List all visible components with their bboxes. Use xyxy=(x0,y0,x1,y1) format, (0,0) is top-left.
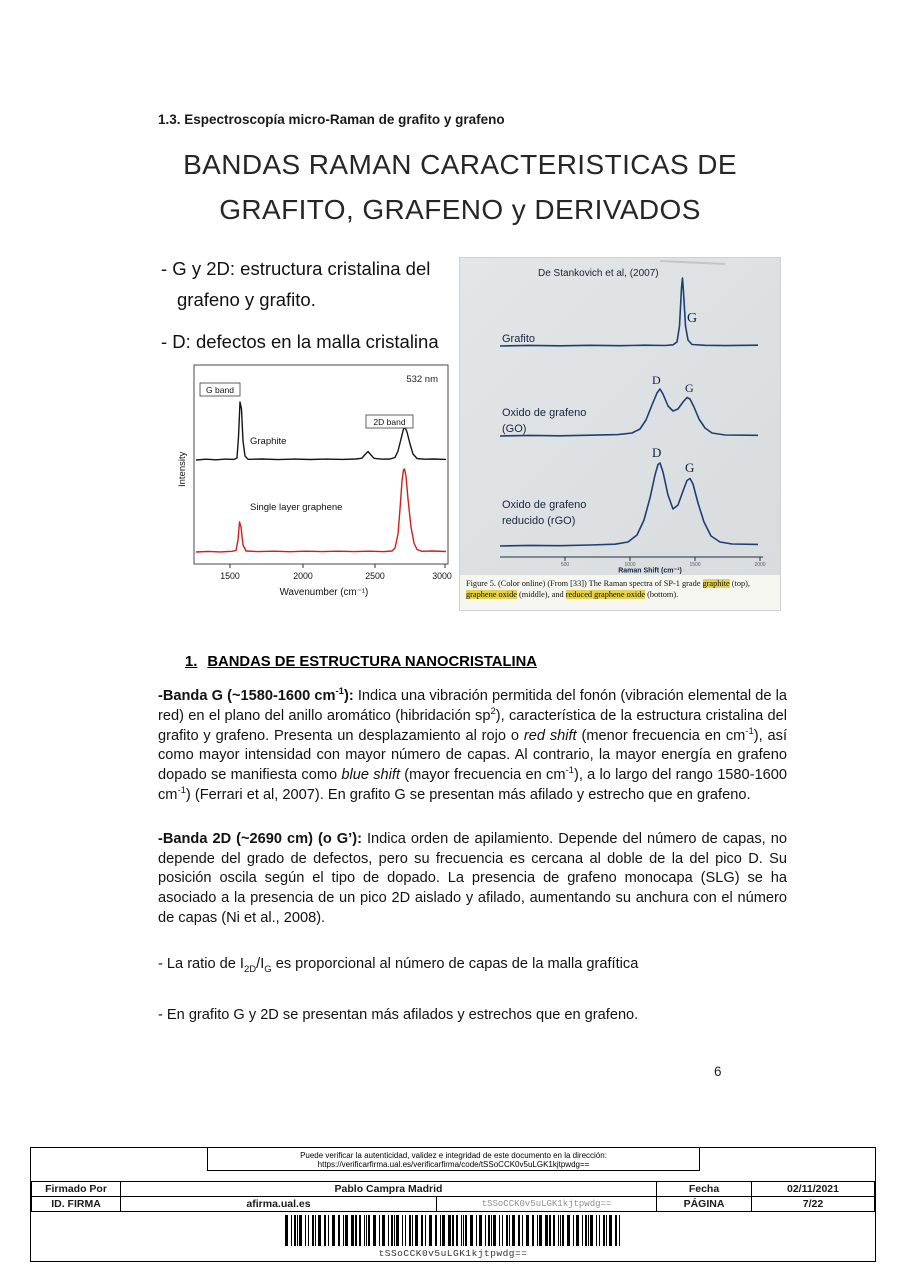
id-firma-label: ID. FIRMA xyxy=(31,1196,121,1212)
x-tick-1500: 1500 xyxy=(220,571,240,581)
laser-wavelength-label: 532 nm xyxy=(406,374,438,385)
x-tick-3000: 3000 xyxy=(432,571,452,581)
rgo-label-line1: Oxido de grafeno xyxy=(502,499,587,511)
main-title-line1: BANDAS RAMAN CARACTERISTICAS DE xyxy=(183,149,737,180)
rf-tick-1500: 1500 xyxy=(689,562,701,568)
rf-tick-1000: 1000 xyxy=(624,562,636,568)
bullet-d-defects: - D: defectos en la malla cristalina xyxy=(161,331,439,352)
bullet-g-2d-line1: - G y 2D: estructura cristalina del xyxy=(161,258,431,279)
verification-url[interactable]: https://verificarfirma.ual.es/verificarfirma/code/tSSoCCK0v5uLGK1kjtpwdg== xyxy=(317,1160,590,1169)
single-layer-graphene-label: Single layer graphene xyxy=(250,502,343,513)
body-text xyxy=(158,687,787,1025)
rgo-label-line2: reducido (rGO) xyxy=(502,515,576,527)
bullet-g-2d-line2: grafeno y grafito. xyxy=(177,289,316,310)
figure-caption: Figure 5. (Color online) (From [33]) The Raman spectra of SP-1 grade graphite (top), graphene oxide (middle), and reduced graphene oxide (bottom). xyxy=(460,575,780,610)
go-g-peak-label: G xyxy=(685,381,694,395)
date-label: Fecha xyxy=(656,1181,752,1197)
barcode-text: tSSoCCK0v5uLGK1kjtpwdg== xyxy=(378,1248,528,1259)
bullet-g-2d xyxy=(161,253,430,315)
main-title-line2: GRAFITO, GRAFENO y DERIVADOS xyxy=(219,194,701,225)
go-d-peak-label: D xyxy=(652,373,661,387)
main-title xyxy=(130,142,790,232)
verification-text: Puede verificar la autenticidad, validez e integridad de este documento en la dirección: xyxy=(300,1150,607,1160)
section-1-heading xyxy=(185,654,537,670)
raman-chart-svg xyxy=(174,359,456,601)
figure-source-label: De Stankovich et al, (2007) xyxy=(538,268,659,279)
rgo-d-peak-label: D xyxy=(652,445,662,460)
barcode-area xyxy=(31,1215,875,1259)
stankovich-figure-svg xyxy=(460,258,780,575)
x-axis-ticks xyxy=(230,564,445,568)
paragraph-banda-g: -Banda G (~1580-1600 $cm^{-1}$): Indica una vibración permitida del fonón (vibración elemental de la red) en el plano del anillo aromático (hibridación $sp^2$), característica de la estructura cristalina del grafito y grafeno. Presenta un desplazamiento al rojo o red shift (menor frecuencia en $cm^{-1}$), así como mayor intensidad con mayor número de capas. Al contrario, la mayor energía en grafeno dopado se manifiesta como blue shift (mayor frecuencia en $cm^{-1}$), a lo largo del rango 1580-1600 $cm^{-1}$) (Ferrari et al, 2007). En grafito G se presentan más afilado y estrecho que en grafeno. xyxy=(158,686,787,803)
barcode xyxy=(285,1215,621,1246)
page-number: 6 xyxy=(714,1064,722,1079)
g-band-label: G band xyxy=(206,385,234,395)
paragraph-banda-2d: -Banda 2D (~2690 cm) (o G’): Indica orden de apilamiento. Depende del número de capas, no depende del grado de defectos, pero su frecuencia es cercana al doble de la del pico D. Su posición oscila según el tipo de dopado. La presencia de grafeno monocapa (SLG) se ha asociado a la presencia de un pico 2D aislado y afilado, aumentando su anchura con el número de capas (Ni et al., 2008). xyxy=(158,830,787,926)
signed-by-label: Firmado Por xyxy=(31,1181,121,1197)
page-label: PÁGINA xyxy=(656,1196,752,1212)
go-label-line1: Oxido de grafeno xyxy=(502,407,587,419)
stankovich-figure xyxy=(460,258,780,610)
rf-tick-500: 500 xyxy=(560,562,570,568)
rf-tick-2000: 2000 xyxy=(754,562,766,568)
x-axis-label: Wavenumber (cm⁻¹) xyxy=(279,587,369,598)
id-firma-value: afirma.ual.es xyxy=(120,1196,437,1212)
paragraph-ratio: - La ratio de $I_{2D}/I_G$ es proporcional al número de capas de la malla grafítica xyxy=(158,955,639,975)
verification-notice xyxy=(207,1148,700,1171)
raman-shift-axis-label: Raman Shift (cm⁻¹) xyxy=(618,567,682,575)
graphite-label: Graphite xyxy=(250,436,287,447)
section-1-title: BANDAS DE ESTRUCTURA NANOCRISTALINA xyxy=(207,654,537,670)
paragraph-comparison: - En grafito G y 2D se presentan más afilados y estrechos que en grafeno. xyxy=(158,1006,639,1023)
x-tick-2500: 2500 xyxy=(365,571,385,581)
raman-spectra-chart xyxy=(174,359,456,601)
go-label-line2: (GO) xyxy=(502,423,527,435)
grafito-g-peak-label: G xyxy=(687,311,698,326)
signed-by-value: Pablo Campra Madrid xyxy=(120,1181,657,1197)
2d-band-label: 2D band xyxy=(373,417,406,427)
grafito-label: Grafito xyxy=(502,333,536,345)
page-value: 7/22 xyxy=(751,1196,875,1212)
rgo-g-peak-label: G xyxy=(685,460,695,475)
section-1-number: 1. xyxy=(185,654,198,670)
signature-footer xyxy=(30,1147,876,1262)
signature-code: tSSoCCK0v5uLGK1kjtpwdg== xyxy=(436,1196,657,1212)
date-value: 02/11/2021 xyxy=(751,1181,875,1197)
x-tick-2000: 2000 xyxy=(293,571,313,581)
section-heading-1-3: 1.3. Espectroscopía micro-Raman de grafito y grafeno xyxy=(158,112,505,127)
y-axis-label: Intensity xyxy=(177,451,188,487)
